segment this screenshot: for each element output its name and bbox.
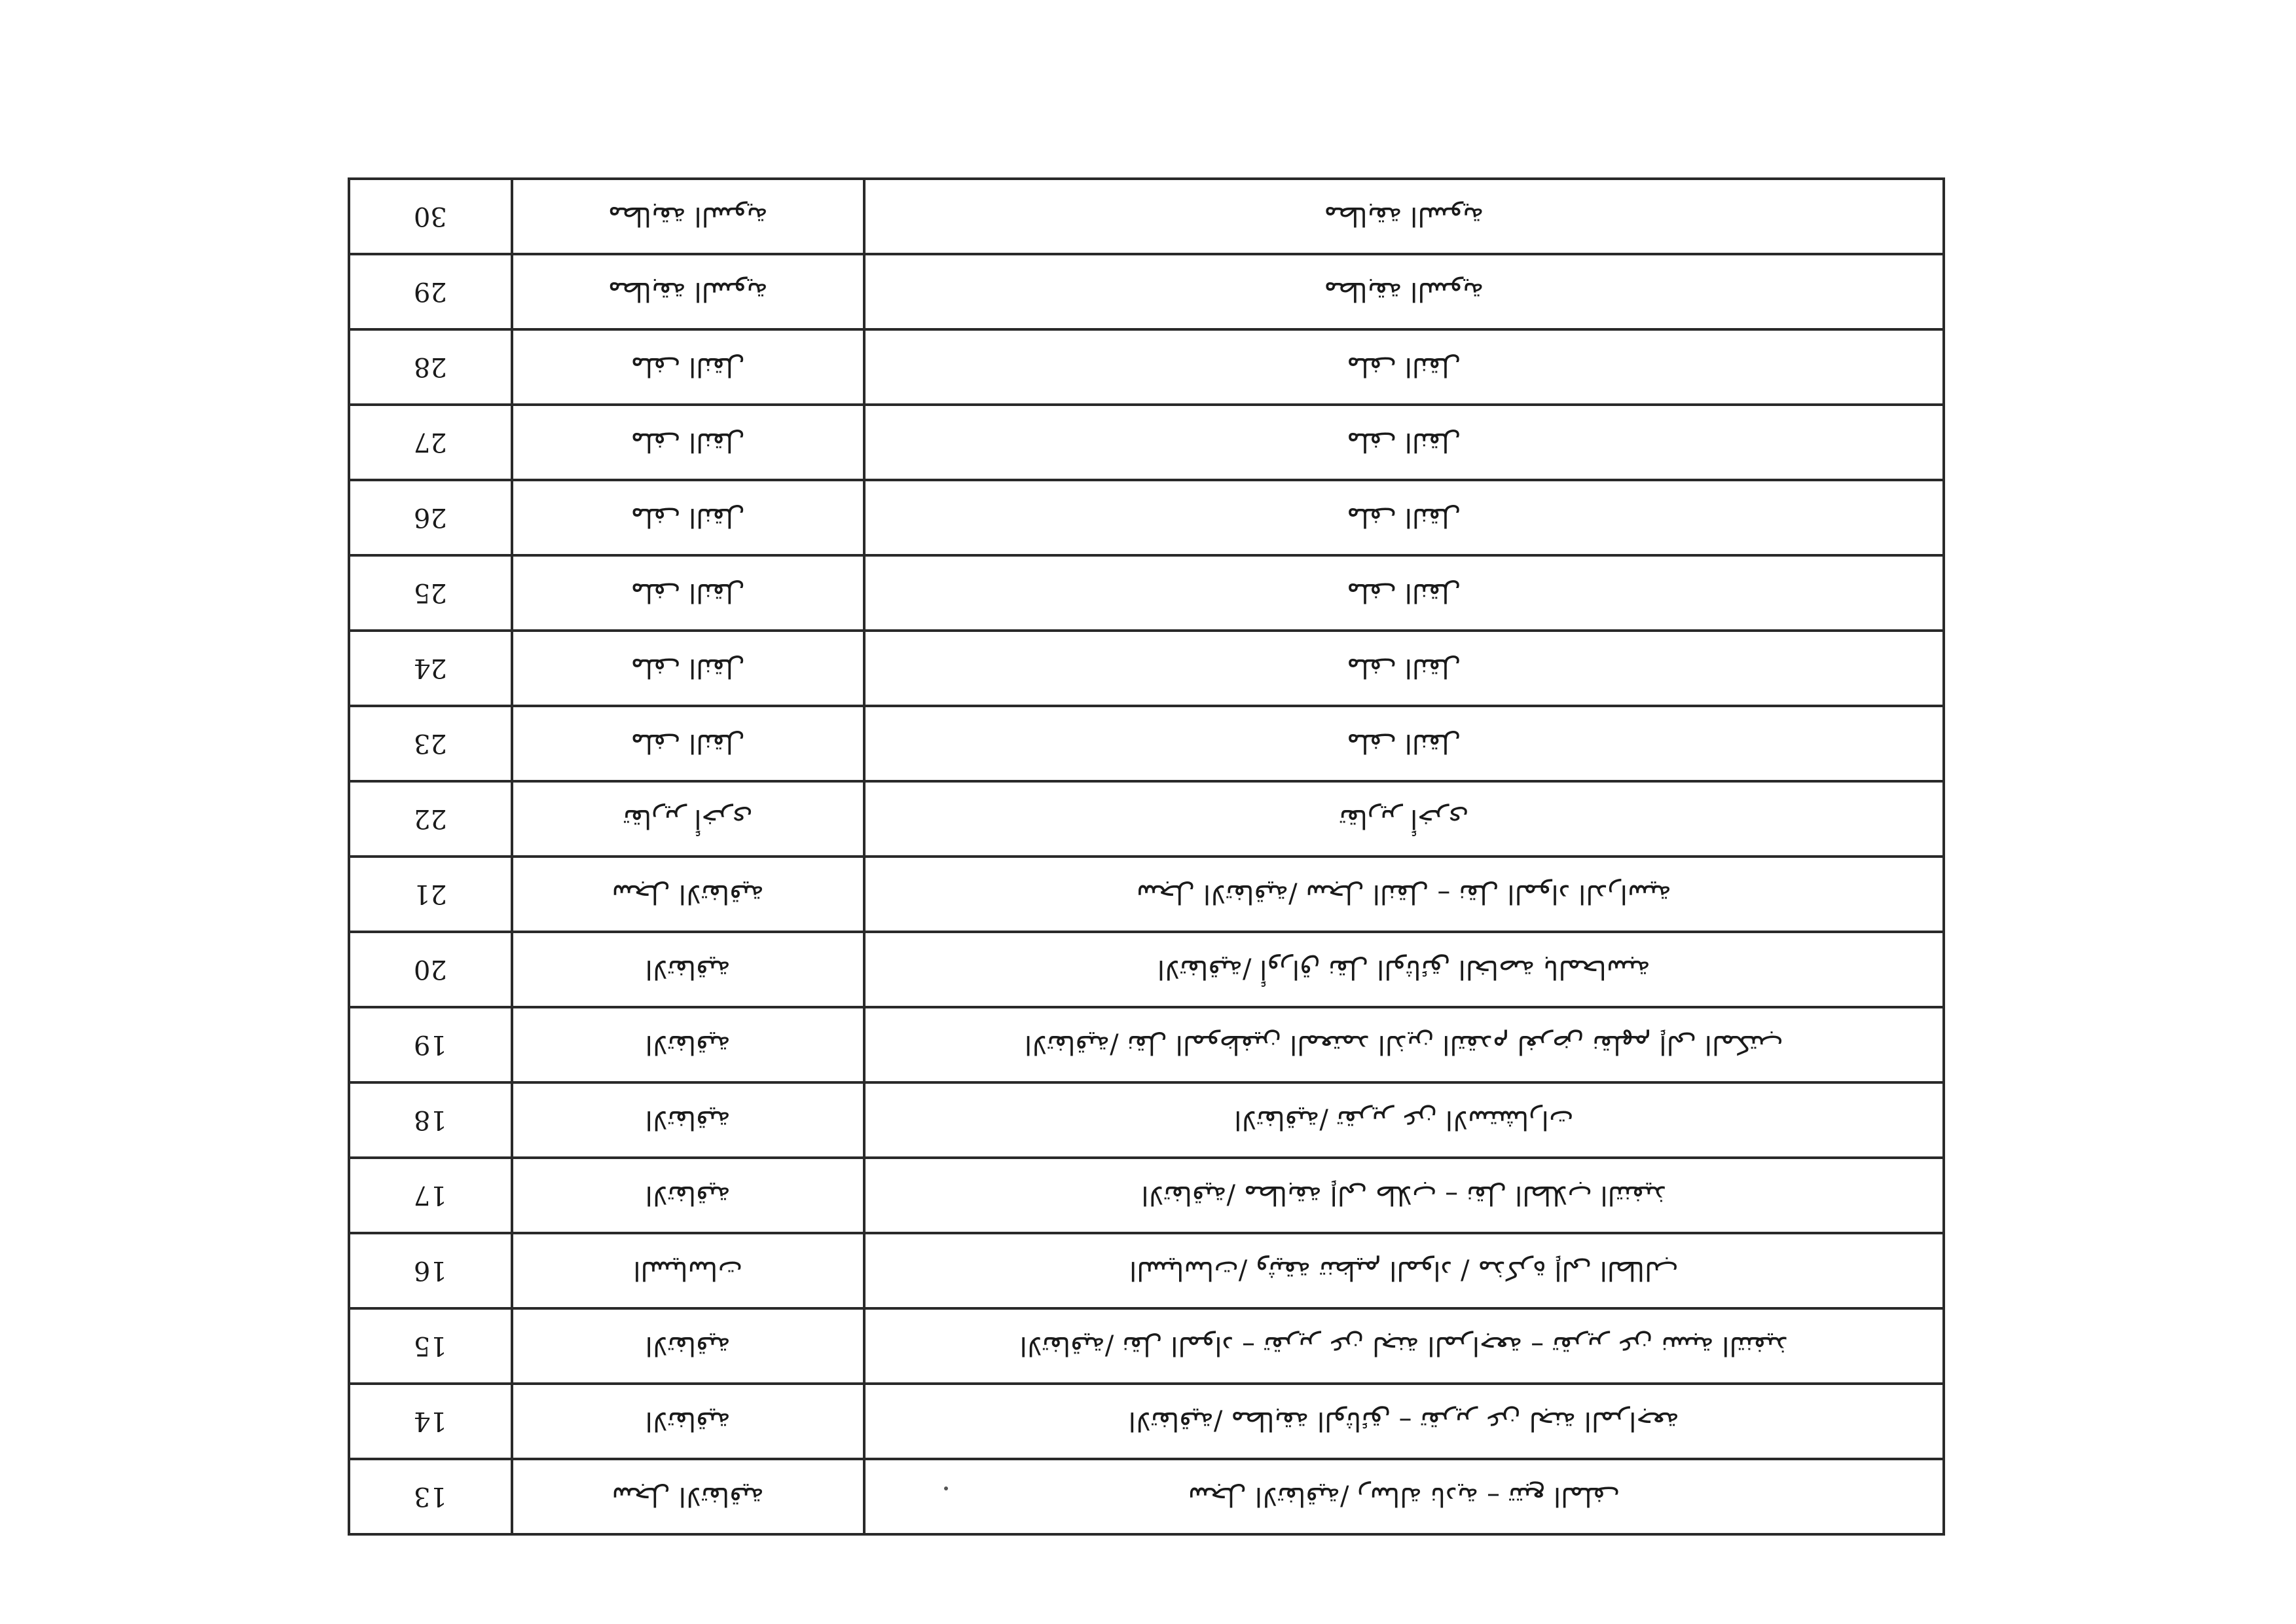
row-description: سجل الاتفاقية/ رسالة نادية – تتبع الملف bbox=[864, 1459, 1944, 1534]
row-category: ملف النقل bbox=[512, 631, 864, 706]
row-category: ملف النقل bbox=[512, 329, 864, 405]
table-row bbox=[349, 1007, 1944, 1082]
table-row bbox=[349, 179, 1944, 254]
table-row bbox=[349, 1459, 1944, 1534]
row-number: 23 bbox=[349, 706, 512, 781]
row-number: 21 bbox=[349, 857, 512, 932]
table-row bbox=[349, 857, 1944, 932]
table-row bbox=[349, 1384, 1944, 1459]
row-description: ملف النقل bbox=[864, 405, 1944, 480]
row-category: الاتفاقية bbox=[512, 1384, 864, 1459]
table-row bbox=[349, 631, 1944, 706]
row-number: 30 bbox=[349, 179, 512, 254]
row-description: ملف النقل bbox=[864, 329, 1944, 405]
row-category: مطابقة السوية bbox=[512, 179, 864, 254]
row-number: 18 bbox=[349, 1082, 512, 1158]
table-row bbox=[349, 932, 1944, 1007]
table-row bbox=[349, 254, 1944, 329]
row-description: الاتفاقية/ أوراق نقل الوثائق الخاصة بالمحاسبة bbox=[864, 932, 1944, 1007]
table-row bbox=[349, 1308, 1944, 1384]
row-category: الاتفاقية bbox=[512, 1308, 864, 1384]
row-description: تقارير أخرى bbox=[864, 781, 1944, 857]
row-description: مطابقة السوية bbox=[864, 179, 1944, 254]
row-category: الاتفاقية bbox=[512, 932, 864, 1007]
row-description: الاتفاقية/ تقرير عن الاستشارات bbox=[864, 1082, 1944, 1158]
row-category: الاتفاقية bbox=[512, 1007, 864, 1082]
row-number: 16 bbox=[349, 1233, 512, 1308]
row-description: السياسات/ وثيقة تنظيم المواد / مذكرة إلى الطالب bbox=[864, 1233, 1944, 1308]
row-category: سجل الاتفاقية bbox=[512, 857, 864, 932]
row-category: ملف النقل bbox=[512, 480, 864, 555]
row-number: 17 bbox=[349, 1158, 512, 1233]
row-number: 14 bbox=[349, 1384, 512, 1459]
row-category: سجل الاتفاقية bbox=[512, 1459, 864, 1534]
row-category: ملف النقل bbox=[512, 706, 864, 781]
table-row bbox=[349, 706, 1944, 781]
table-row bbox=[349, 1233, 1944, 1308]
row-number: 25 bbox=[349, 555, 512, 631]
row-category: ملف النقل bbox=[512, 555, 864, 631]
row-description: مطابقة السوية bbox=[864, 254, 1944, 329]
table-row bbox=[349, 1158, 1944, 1233]
row-description: ملف النقل bbox=[864, 631, 1944, 706]
row-number: 20 bbox=[349, 932, 512, 1007]
table-row bbox=[349, 329, 1944, 405]
records-table-body bbox=[349, 179, 1944, 1534]
row-number: 13 bbox=[349, 1459, 512, 1534]
table-row bbox=[349, 405, 1944, 480]
table-row bbox=[349, 1082, 1944, 1158]
row-number: 29 bbox=[349, 254, 512, 329]
row-number: 26 bbox=[349, 480, 512, 555]
row-number: 22 bbox=[349, 781, 512, 857]
row-description: ملف النقل bbox=[864, 480, 1944, 555]
table-row bbox=[349, 555, 1944, 631]
row-category: الاتفاقية bbox=[512, 1158, 864, 1233]
row-category: ملف النقل bbox=[512, 405, 864, 480]
row-description: الاتفاقية/ مطابقة إلى طلاب – نقل الطلاب التنفيذ bbox=[864, 1158, 1944, 1233]
row-number: 28 bbox=[349, 329, 512, 405]
row-description: الاتفاقية/ نقل المواد – تقرير عن لجنة المراجعة – تقرير عن نسبة التنفيذ bbox=[864, 1308, 1944, 1384]
scan-speck bbox=[944, 1486, 948, 1490]
row-category: الاتفاقية bbox=[512, 1082, 864, 1158]
row-number: 27 bbox=[349, 405, 512, 480]
row-number: 19 bbox=[349, 1007, 512, 1082]
row-description: ملف النقل bbox=[864, 555, 1944, 631]
row-description: الاتفاقية/ نقل الموظفين المعتمد الذين التقدم لغرض نقلهم إلى المكتب bbox=[864, 1007, 1944, 1082]
row-description: ملف النقل bbox=[864, 706, 1944, 781]
row-number: 24 bbox=[349, 631, 512, 706]
table-row bbox=[349, 781, 1944, 857]
table-row bbox=[349, 480, 1944, 555]
row-number: 15 bbox=[349, 1308, 512, 1384]
row-description: الاتفاقية/ مطابقة الوثائق – تقرير عن لجنة المراجعة bbox=[864, 1384, 1944, 1459]
records-table bbox=[348, 177, 1945, 1536]
row-category: السياسات bbox=[512, 1233, 864, 1308]
row-category: مطابقة السوية bbox=[512, 254, 864, 329]
row-description: سجل الاتفاقية/ سجل النقل – نقل المواد الدراسية bbox=[864, 857, 1944, 932]
row-category: تقارير أخرى bbox=[512, 781, 864, 857]
